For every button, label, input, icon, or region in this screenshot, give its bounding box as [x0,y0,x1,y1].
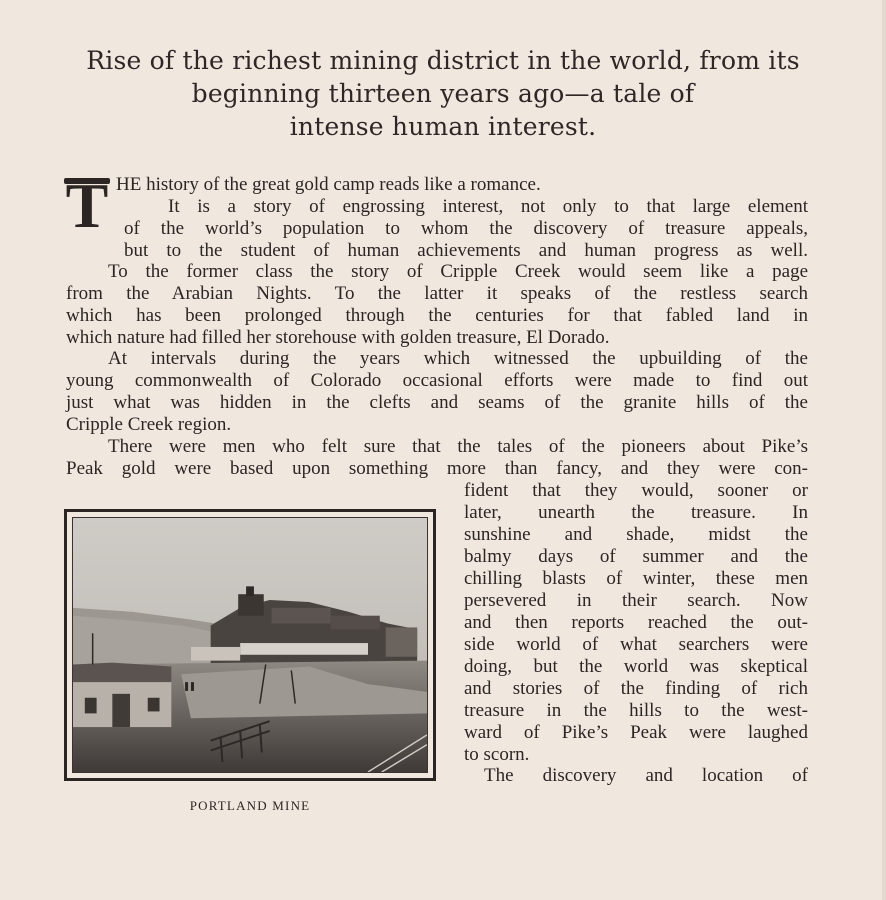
body-line: which nature had filled her storehouse with golden treasure, El Dorado. [66,327,610,348]
heading-line-1: Rise of the richest mining district in the world, from its [86,46,800,75]
heading-line-3: intense human interest. [289,112,597,141]
column-line: sunshine and shade, midst the [464,524,808,545]
body-line: which has been prolonged through the centuries for that fabled land in [66,305,808,326]
body-line: from the Arabian Nights. To the latter it speaks of the restless search [66,283,808,304]
body-line: It is a story of engrossing interest, not only to that large element [168,196,808,217]
column-line: later, unearth the treasure. In [464,502,808,523]
body-line: young commonwealth of Colorado occasional efforts were made to find out [66,370,808,391]
column-line: and then reports reached the out- [464,612,808,633]
article-heading [40,44,846,143]
body-line: HE history of the great gold camp reads like a romance. [116,174,541,195]
column-line: side world of what searchers were [464,634,808,655]
column-line: persevered in their search. Now [464,590,808,611]
column-line: ward of Pike’s Peak were laughed [464,722,808,743]
column-line: The discovery and location of [484,765,808,786]
column-line: balmy days of summer and the [464,546,808,567]
body-line: There were men who felt sure that the tales of the pioneers about Pike’s [108,436,808,457]
column-line: chilling blasts of winter, these men [464,568,808,589]
drop-cap-letter: T [65,170,109,241]
body-line: Peak gold were based upon something more than fancy, and they were con- [66,458,808,479]
body-line: just what was hidden in the clefts and seams of the granite hills of the [66,392,808,413]
column-line: and stories of the finding of rich [464,678,808,699]
column-line: to scorn. [464,744,530,765]
body-line: of the world’s population to whom the discovery of treasure appeals, [124,218,808,239]
portland-mine-photo [64,509,436,781]
body-line: At intervals during the years which witnessed the upbuilding of the [108,348,808,369]
page-edge [882,0,886,900]
body-line: but to the student of human achievements and human progress as well. [124,240,808,261]
heading-line-2: beginning thirteen years ago—a tale of [191,79,695,108]
body-line: To the former class the story of Cripple Creek would seem like a page [108,261,808,282]
column-line: doing, but the world was skeptical [464,656,808,677]
photo-image [72,517,428,773]
column-line: treasure in the hills to the west- [464,700,808,721]
photo-caption: PORTLAND MINE [189,798,311,813]
column-line: fident that they would, sooner or [464,480,808,501]
body-line: Cripple Creek region. [66,414,232,435]
